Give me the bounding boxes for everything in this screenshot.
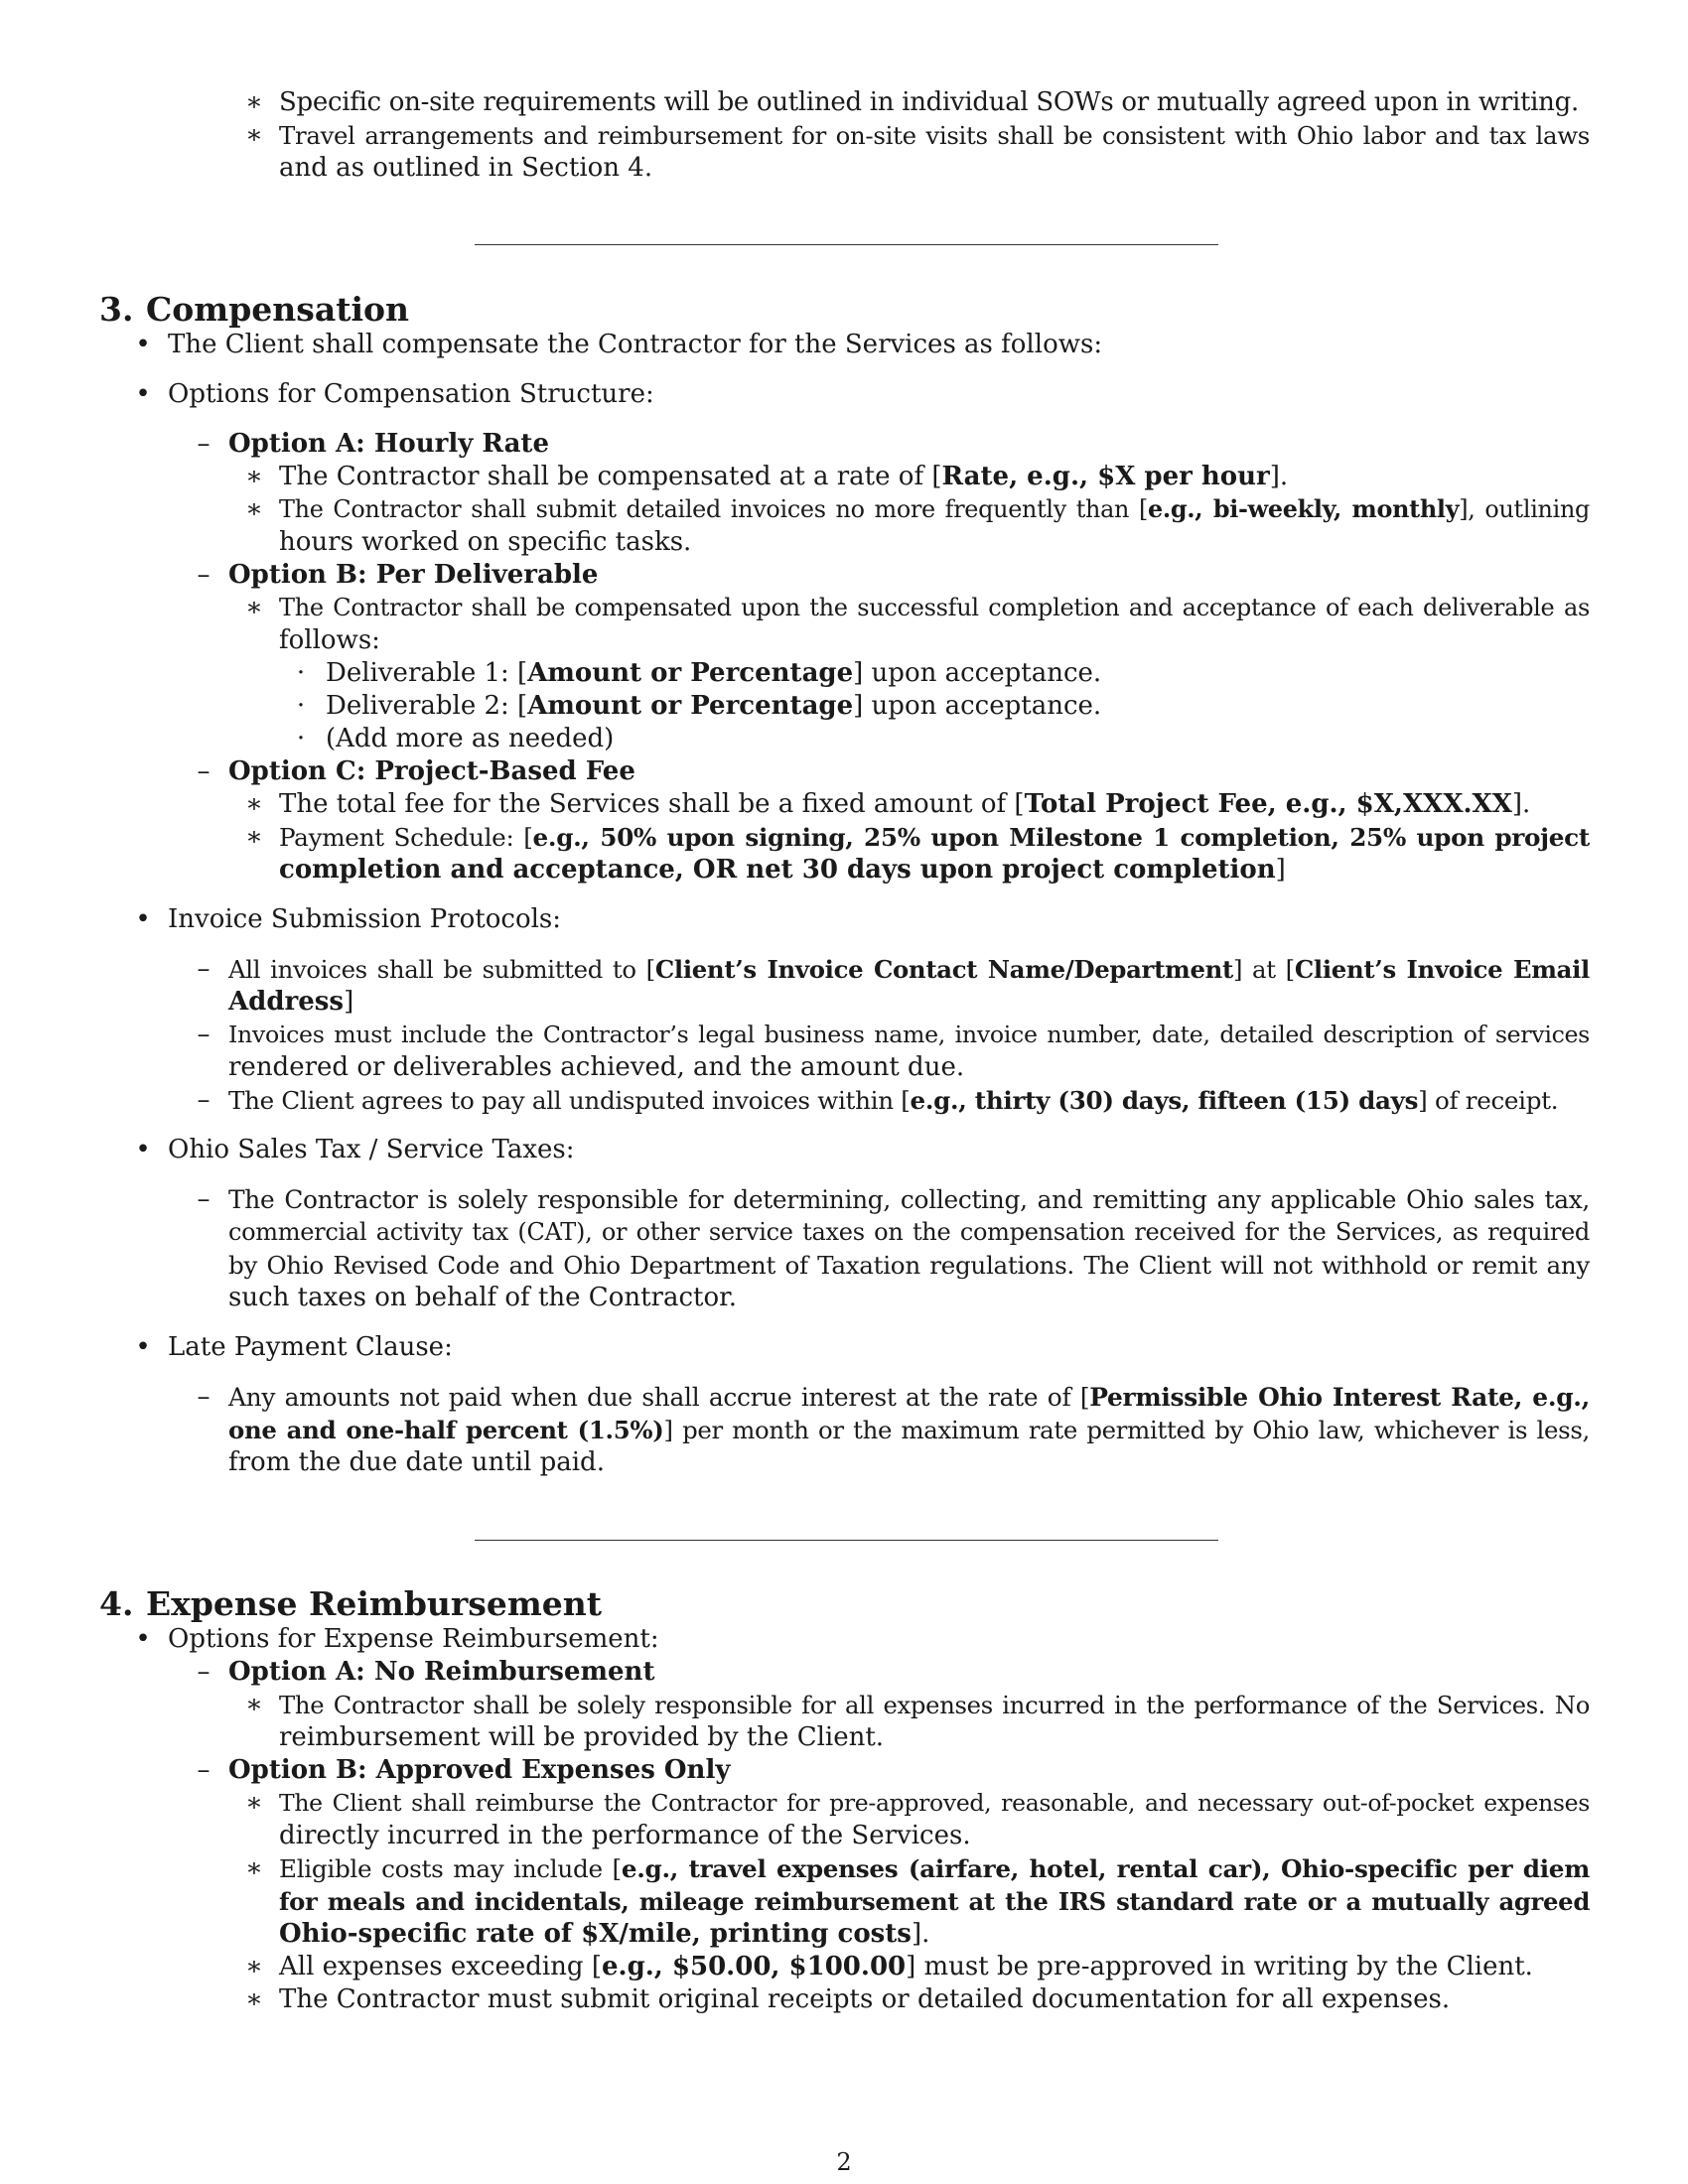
text-line [228,755,1590,788]
bold-text: Option A: Hourly Rate [228,429,549,459]
list-marker: – [197,1020,211,1049]
horizontal-rule [475,244,1218,245]
list-marker: · [296,724,306,753]
list-marker: · [296,691,306,721]
text-span: commercial activity tax (CAT), or other service taxes on the compensation received for the Services, as required [228,1218,1590,1246]
text-line [168,378,1590,411]
list-marker: • [135,330,151,359]
text-line [279,1852,1590,1885]
text-line [279,119,1590,152]
text-line [279,493,1590,526]
text-span: ] at [ [1232,955,1295,984]
text-line [279,1885,1590,1918]
list-marker: – [197,429,211,459]
text-span: Deliverable 2: [ [326,691,528,721]
section-heading [99,1584,602,1624]
list-marker: • [135,1135,151,1164]
text-span: The Contractor must submit original receipts or detailed documentation for all expenses. [279,1984,1451,2014]
page-number: 2 [836,2148,852,2176]
text-line [228,953,1590,986]
text-span: Ohio Sales Tax / Service Taxes: [168,1135,575,1164]
list-marker: ∗ [245,593,263,622]
list-marker: – [197,1657,211,1687]
list-marker: ∗ [245,822,263,852]
list-marker: – [197,1184,211,1214]
text-line [279,854,1590,887]
text-span: ] upon acceptance. [853,691,1102,721]
bold-text: e.g., bi-weekly, monthly [1147,495,1460,523]
text-span: directly incurred in the performance of the Services. [279,1821,971,1850]
text-line [228,428,1590,461]
text-span: ] of receipt. [1418,1086,1559,1115]
text-span: ] [1275,855,1286,885]
text-line [168,1134,1590,1166]
text-line [279,1918,1590,1951]
text-line [228,1183,1590,1216]
text-line [168,1623,1590,1656]
text-line [228,1216,1590,1249]
text-span: Invoice Submission Protocols: [168,904,562,934]
text-span: The Client shall reimburse the Contractor for pre-approved, reasonable, and necessary out-of-pocket expenses [279,1789,1590,1817]
text-span: ]. [911,1919,930,1949]
text-line [228,1381,1590,1414]
text-span: reimbursement will be provided by the Client. [279,1722,885,1752]
text-span: Deliverable 1: [ [326,658,528,688]
text-span: Any amounts not paid when due shall accrue interest at the rate of [ [228,1383,1090,1412]
text-span: Invoices must include the Contractor’s legal business name, invoice number, date, detailed description of services [228,1021,1590,1048]
text-span: The Client shall compensate the Contractor for the Services as follows: [168,330,1103,359]
bold-text: Ohio-specific rate of $X/mile, printing costs [279,1919,912,1949]
text-line [279,821,1590,854]
text-span: Payment Schedule: [ [279,823,533,852]
text-line [279,1983,1590,2016]
list-marker: ∗ [245,87,263,117]
text-line [279,526,1590,559]
bold-text: completion and acceptance, OR net 30 days upon project completion [279,855,1276,885]
text-span: Travel arrangements and reimbursement for on-site visits shall be consistent with Ohio labor and tax laws [279,121,1590,150]
text-line [279,624,1590,657]
list-marker: – [197,1755,211,1785]
text-line [228,1249,1590,1282]
list-marker: • [135,904,151,934]
bold-text: e.g., 50% upon signing, 25% upon Milestone 1 completion, 25% upon project [532,823,1590,852]
text-line [168,1331,1590,1364]
text-line [279,1689,1590,1721]
bold-text: one and one-half percent (1.5%) [228,1416,664,1444]
text-span: The total fee for the Services shall be a fixed amount of [ [279,789,1025,819]
bold-text: Option B: Per Deliverable [228,560,599,590]
bold-text: Rate, e.g., $X per hour [941,462,1270,491]
list-marker: – [197,1382,211,1412]
bold-text: e.g., $50.00, $100.00 [601,1952,907,1981]
bold-text: Option B: Approved Expenses Only [228,1755,731,1785]
text-line [228,1282,1590,1314]
text-line [279,86,1590,119]
text-span: hours worked on specific tasks. [279,527,692,557]
list-marker: ∗ [245,120,263,150]
text-line [228,559,1590,592]
text-line [279,152,1590,185]
text-line [228,1656,1590,1689]
text-span: ]. [1269,462,1289,491]
text-span: from the due date until paid. [228,1447,605,1477]
text-line [279,1951,1590,1983]
text-line [228,1414,1590,1446]
section-title: Expense Reimbursement [146,1584,603,1623]
section-title: Compensation [146,290,409,329]
section-number: 4. [99,1584,134,1623]
text-span: Late Payment Clause: [168,1332,453,1362]
text-line [326,657,1590,690]
list-marker: · [296,658,306,688]
text-span: ], outlining [1459,495,1590,523]
text-span: ] must be pre-approved in writing by the Client. [906,1952,1533,1981]
text-line [326,690,1590,723]
bold-text: Total Project Fee, e.g., $X,XXX.XX [1024,789,1512,819]
text-line [279,461,1590,493]
text-line [279,1820,1590,1852]
list-marker: ∗ [245,1984,263,2014]
list-marker: ∗ [245,494,263,524]
text-span: ] per month or the maximum rate permitted by Ohio law, whichever is less, [663,1416,1590,1444]
text-span: rendered or deliverables achieved, and the amount due. [228,1052,965,1082]
bold-text: Permissible Ohio Interest Rate, e.g., [1089,1383,1591,1412]
bold-text: Amount or Percentage [527,658,854,688]
section-heading [99,290,409,330]
text-line [279,788,1590,821]
bold-text: Client’s Invoice Contact Name/Department [654,955,1233,984]
text-span: The Contractor shall submit detailed invoices no more frequently than [ [279,495,1148,523]
text-span: follows: [279,625,380,655]
text-line [279,1787,1590,1820]
list-marker: • [135,1332,151,1362]
list-marker: ∗ [245,1788,263,1818]
text-line [228,1084,1590,1117]
list-marker: – [197,560,211,590]
list-marker: – [197,954,211,984]
list-marker: – [197,1085,211,1115]
bold-text: Client’s Invoice Email [1294,955,1590,984]
bold-text: Address [228,987,345,1017]
text-span: (Add more as needed) [326,724,615,753]
text-line [228,1446,1590,1479]
bold-text: e.g., travel expenses (airfare, hotel, rental car), Ohio-specific per diem [621,1854,1590,1883]
text-line [168,903,1590,936]
bold-text: Amount or Percentage [527,691,854,721]
text-line [279,592,1590,624]
text-line [326,723,1590,755]
list-marker: – [197,756,211,786]
text-span: ]. [1511,789,1531,819]
text-line [228,1019,1590,1051]
text-span: The Client agrees to pay all undisputed invoices within [ [228,1086,911,1115]
list-marker: • [135,379,151,409]
text-line [168,329,1590,361]
text-line [279,1721,1590,1754]
section-number: 3. [99,290,134,329]
horizontal-rule [475,1540,1218,1541]
bold-text: e.g., thirty (30) days, fifteen (15) days [910,1086,1419,1115]
text-span: Eligible costs may include [ [279,1854,622,1883]
text-span: The Contractor shall be compensated at a rate of [ [279,462,942,491]
text-span: All invoices shall be submitted to [ [228,955,655,984]
bold-text: Option A: No Reimbursement [228,1657,655,1687]
text-span: such taxes on behalf of the Contractor. [228,1283,737,1312]
list-marker: ∗ [245,462,263,491]
text-span: and as outlined in Section 4. [279,153,653,183]
text-span: ] upon acceptance. [853,658,1102,688]
list-marker: ∗ [245,1952,263,1981]
bold-text: for meals and incidentals, mileage reimbursement at the IRS standard rate or a mutually agreed [279,1887,1590,1916]
text-line [228,1754,1590,1787]
list-marker: ∗ [245,1853,263,1883]
text-span: Specific on-site requirements will be outlined in individual SOWs or mutually agreed upon in writing. [279,87,1579,117]
text-span: All expenses exceeding [ [279,1952,602,1981]
text-span: Options for Expense Reimbursement: [168,1624,659,1654]
text-span: The Contractor shall be compensated upon the successful completion and acceptance of each deliverable as [279,594,1590,621]
bold-text: Option C: Project-Based Fee [228,756,635,786]
text-span: ] [344,987,354,1017]
list-marker: • [135,1624,151,1654]
list-marker: ∗ [245,1690,263,1719]
text-span: The Contractor is solely responsible for determining, collecting, and remitting any applicable Ohio sales tax, [228,1185,1590,1214]
list-marker: ∗ [245,789,263,819]
text-span: by Ohio Revised Code and Ohio Department of Taxation regulations. The Client will not withhold or remit any [228,1251,1590,1280]
text-line [228,986,1590,1019]
text-line [228,1051,1590,1084]
text-span: The Contractor shall be solely responsible for all expenses incurred in the performance of the Services. No [279,1691,1590,1719]
text-span: Options for Compensation Structure: [168,379,654,409]
